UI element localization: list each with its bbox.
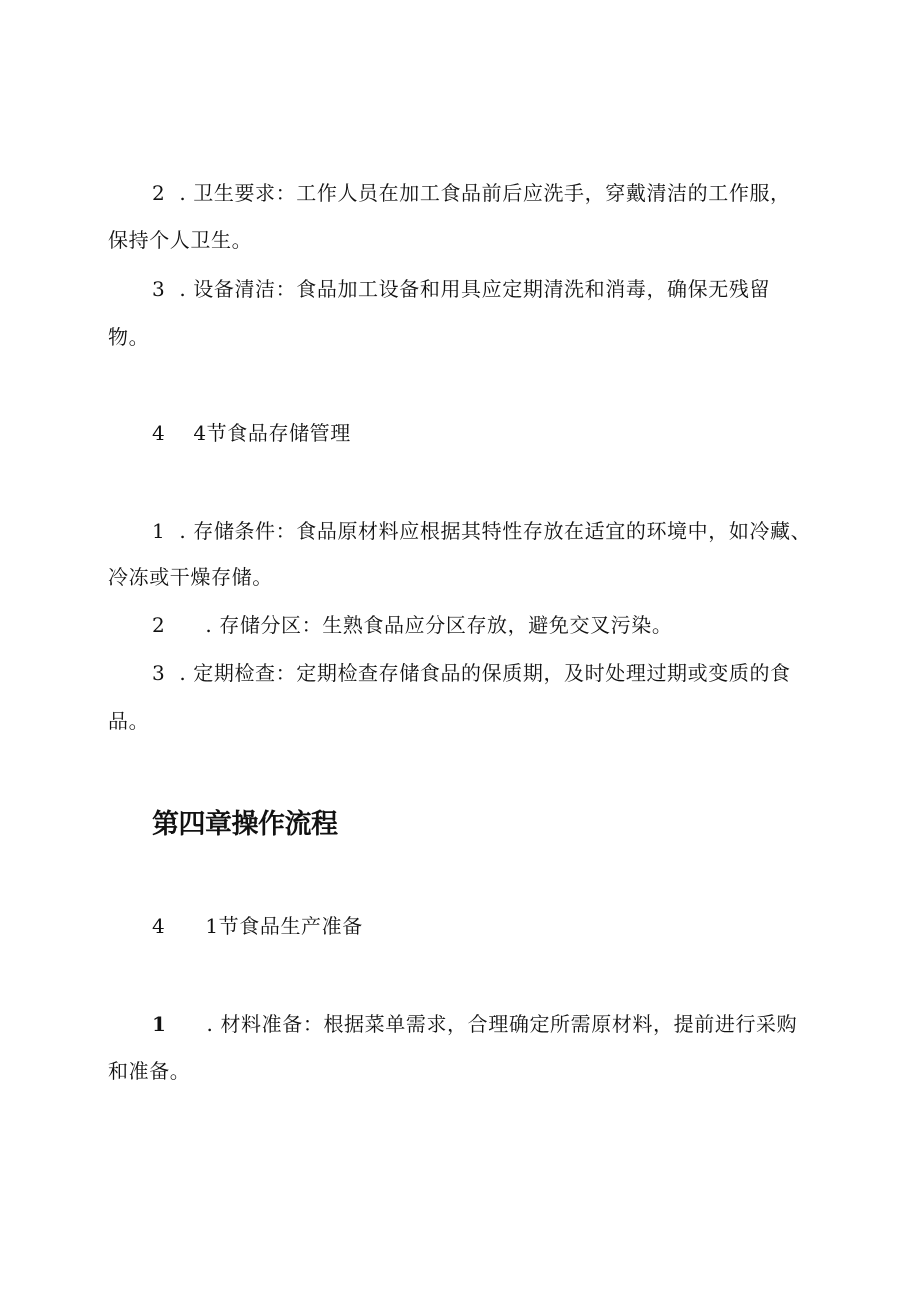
paragraph-material-prep-line2: 和准备。: [108, 1059, 191, 1083]
item-text: . 材料准备：根据菜单需求，合理确定所需原材料，提前进行采购: [206, 1012, 798, 1036]
item-number: 2: [152, 613, 166, 637]
section-heading-4-1: [152, 913, 882, 939]
item-text: . 存储条件：食品原材料应根据其特性存放在适宜的环境中，如冷藏、: [179, 519, 812, 543]
item-number: 1: [152, 519, 166, 543]
section-heading-4-4: [152, 420, 882, 446]
item-number: 2: [152, 181, 166, 205]
paragraph-equipment-line2: 物。: [108, 325, 150, 349]
section-title: 1节食品生产准备: [205, 914, 363, 938]
paragraph-hygiene-line1: [152, 180, 882, 206]
paragraph-hygiene-line2: 保持个人卫生。: [108, 228, 253, 252]
item-number: 3: [152, 661, 166, 685]
item-text: . 存储分区：生熟食品应分区存放，避免交叉污染。: [205, 613, 673, 637]
paragraph-storage-conditions-line2: 冷冻或干燥存储。: [108, 565, 273, 589]
section-number: 4: [152, 914, 166, 938]
paragraph-material-prep-line1: [152, 1011, 882, 1037]
item-text: . 定期检查：定期检查存储食品的保质期，及时处理过期或变质的食: [179, 661, 791, 685]
item-number: 3: [152, 277, 166, 301]
item-text: . 卫生要求：工作人员在加工食品前后应洗手，穿戴清洁的工作服，: [179, 181, 791, 205]
item-text: . 设备清洁：食品加工设备和用具应定期清洗和消毒，确保无残留: [179, 277, 771, 301]
section-title: 4节食品存储管理: [193, 421, 351, 445]
chapter-heading: 第四章操作流程: [152, 809, 338, 840]
paragraph-equipment-line1: [152, 276, 882, 302]
section-number: 4: [152, 421, 166, 445]
item-number: 1: [152, 1012, 167, 1036]
paragraph-periodic-check-line2: 品。: [108, 709, 150, 733]
paragraph-storage-zoning: [152, 612, 882, 638]
paragraph-storage-conditions-line1: [152, 518, 882, 544]
paragraph-periodic-check-line1: [152, 660, 882, 686]
